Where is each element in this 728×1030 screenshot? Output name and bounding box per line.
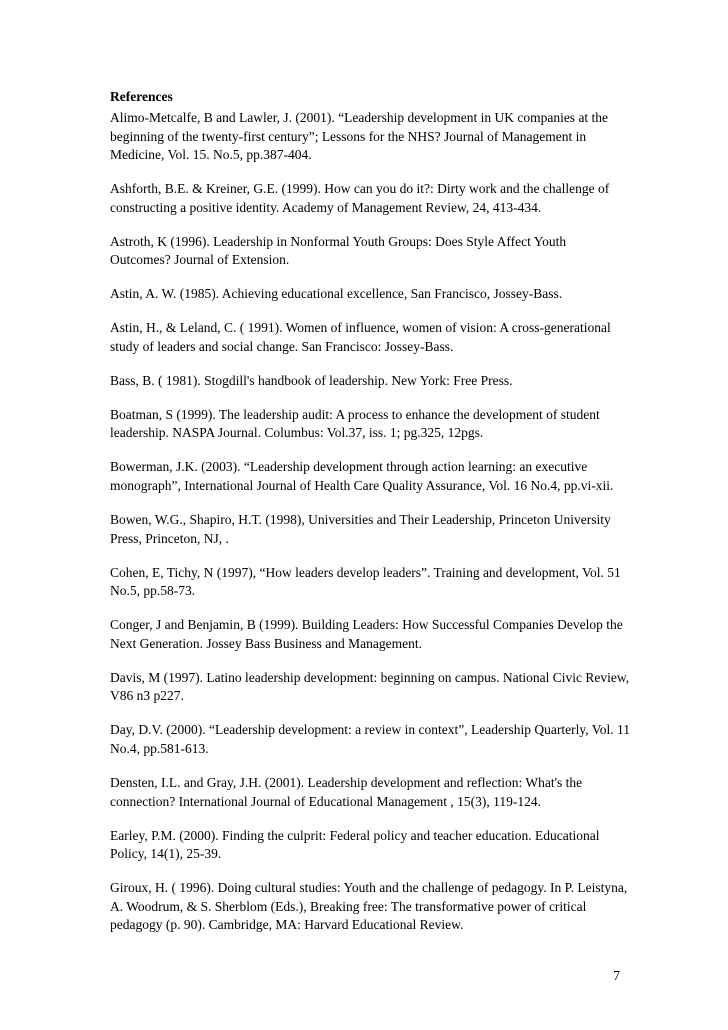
reference-entry: Ashforth, B.E. & Kreiner, G.E. (1999). How can you do it?: Dirty work and the challenge of constructing a positive identity. Academy of Management Review, 24, 413-434. bbox=[110, 181, 610, 215]
reference-entry: Cohen, E, Tichy, N (1997), “How leaders develop leaders”. Training and development, Vol. 51 No.5, pp.58-73. bbox=[110, 564, 621, 599]
reference-entry: Astin, A. W. (1985). Achieving educational excellence, San Francisco, Jossey-Bass. bbox=[110, 286, 563, 302]
reference-entry: Boatman, S (1999). The leadership audit: A process to enhance the development of student leadership. NASPA Journal. Columbus: Vol.37, iss. 1; pg.325, 12pgs. bbox=[110, 406, 600, 441]
references-heading: References bbox=[110, 89, 173, 104]
reference-entry: Day, D.V. (2000). “Leadership development: a review in context”, Leadership Quarterly, Vol. 11 No.4, pp.581-613. bbox=[110, 722, 630, 756]
reference-entry: Bass, B. ( 1981). Stogdill's handbook of leadership. New York: Free Press. bbox=[110, 372, 513, 388]
reference-entry: Conger, J and Benjamin, B (1999). Building Leaders: How Successful Companies Develop the Next Generation. Jossey Bass Business and Management. bbox=[110, 617, 623, 651]
reference-entry: Astin, H., & Leland, C. ( 1991). Women of influence, women of vision: A cross-generational study of leaders and social change. San Francisco: Jossey-Bass. bbox=[110, 320, 611, 354]
reference-entry: Earley, P.M. (2000). Finding the culprit: Federal policy and teacher education. Educational Policy, 14(1), 25-39. bbox=[110, 827, 600, 862]
reference-entry: Astroth, K (1996). Leadership in Nonformal Youth Groups: Does Style Affect Youth Outcomes? Journal of Extension. bbox=[110, 233, 567, 268]
reference-entry: Bowen, W.G., Shapiro, H.T. (1998), Universities and Their Leadership, Princeton University Press, Princeton, NJ, . bbox=[110, 512, 611, 546]
reference-entry: Giroux, H. ( 1996). Doing cultural studies: Youth and the challenge of pedagogy. In P. Leistyna, A. Woodrum, & S. Sherblom (Eds.), Breaking free: The transformative power of critical pedagogy (p. 90). Cambridge, MA: Harvard Educational Review. bbox=[110, 880, 628, 933]
reference-entry: Bowerman, J.K. (2003). “Leadership development through action learning: an executive monograph”, International Journal of Health Care Quality Assurance, Vol. 16 No.4, pp.vi-xii. bbox=[110, 459, 614, 494]
reference-entry: Davis, M (1997). Latino leadership development: beginning on campus. National Civic Review, V86 n3 p227. bbox=[110, 669, 630, 704]
reference-entry: Densten, I.L. and Gray, J.H. (2001). Leadership development and reflection: What's the connection? International Journal of Educational Management , 15(3), 119-124. bbox=[110, 774, 583, 809]
reference-entry: Alimo-Metcalfe, B and Lawler, J. (2001). “Leadership development in UK companies at the beginning of the twenty-first century”; Lessons for the NHS? Journal of Management in Medicine, Vol. 15. No.5, pp.387-404. bbox=[110, 110, 609, 163]
reference-list bbox=[110, 109, 630, 950]
page-number: 7 bbox=[613, 968, 620, 983]
